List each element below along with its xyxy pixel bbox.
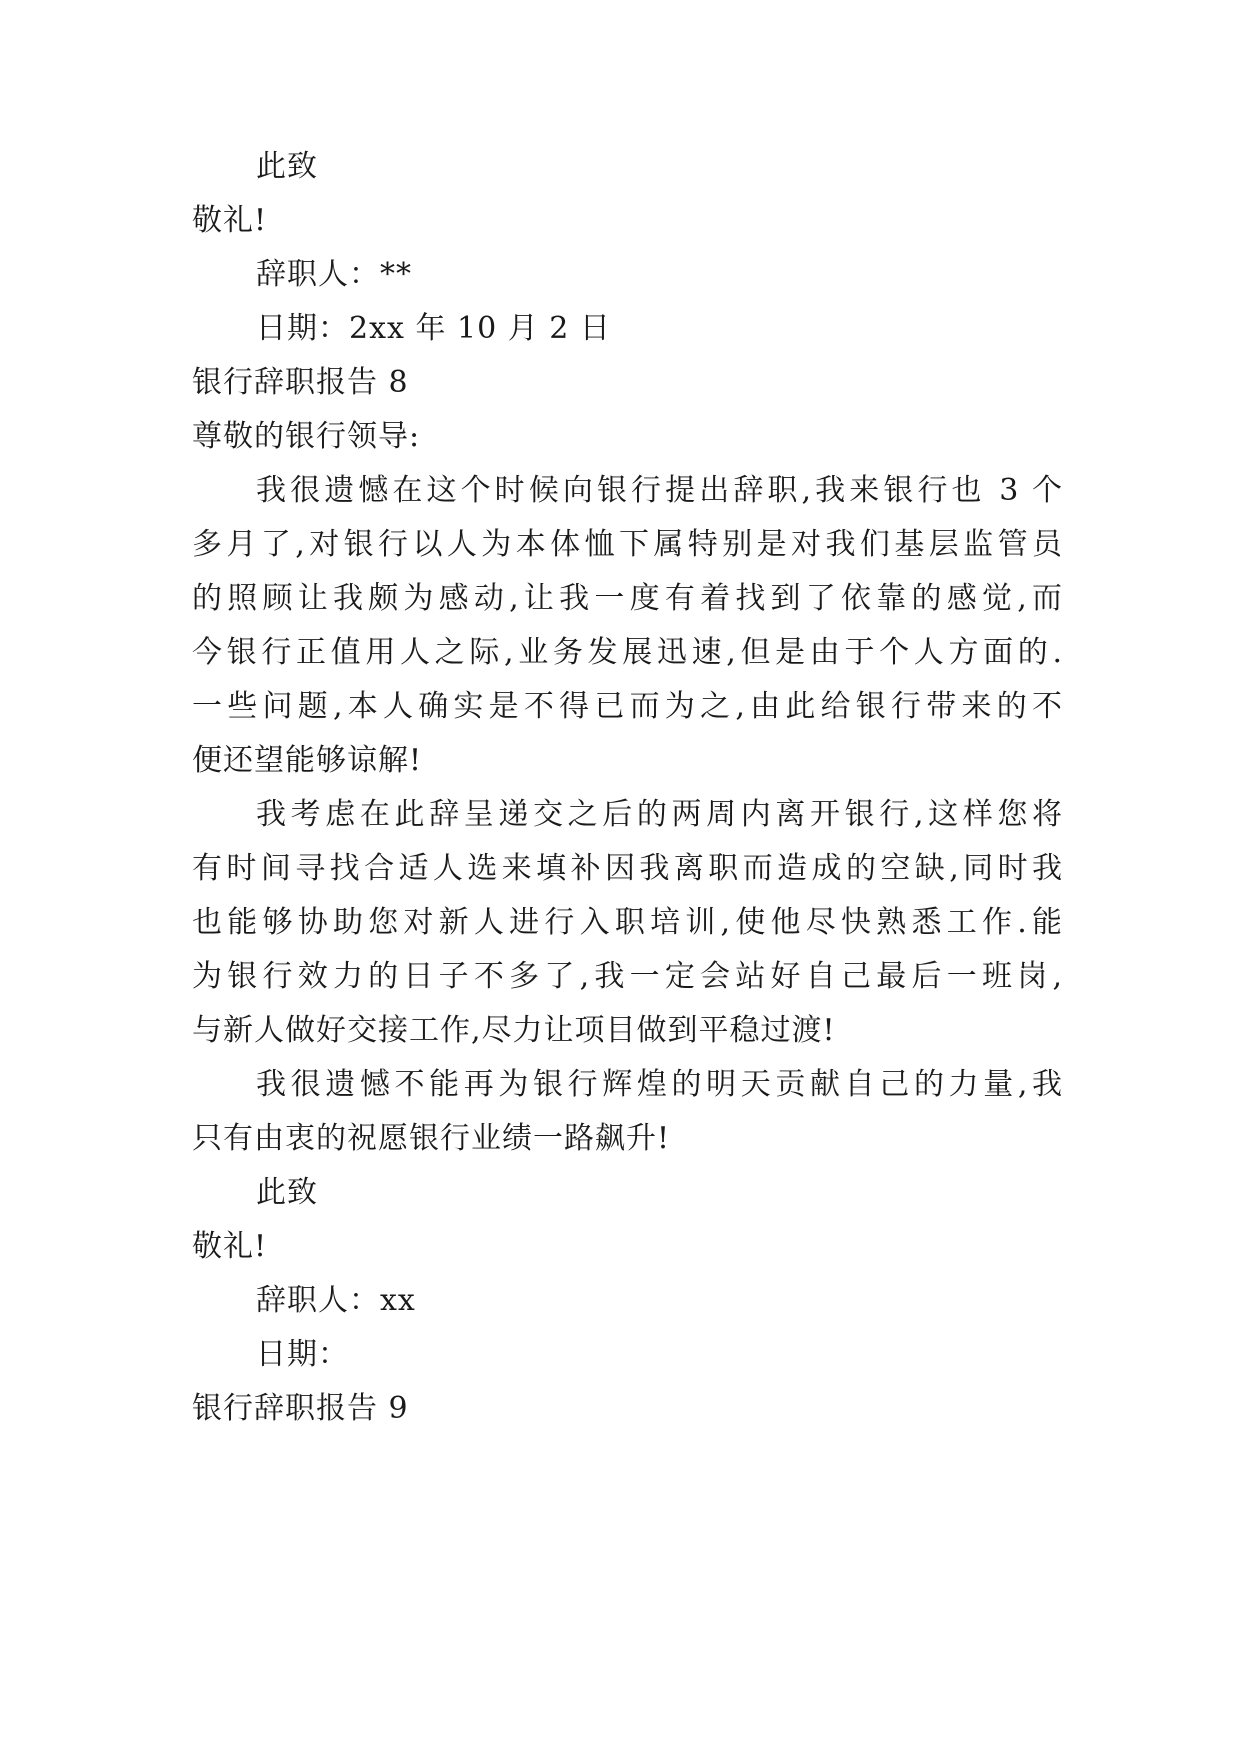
- paragraph-line: 为银行效力的日子不多了,我一定会站好自己最后一班岗,: [192, 959, 1062, 994]
- section-title: 银行辞职报告 8: [192, 365, 409, 400]
- paragraph-line: 一些问题,本人确实是不得已而为之,由此给银行带来的不: [192, 689, 1062, 724]
- signer-line: 辞职人：xx: [256, 1283, 416, 1318]
- closing-salute: 敬礼!: [192, 203, 268, 238]
- paragraph-line: 的照顾让我颇为感动,让我一度有着找到了依靠的感觉,而: [192, 581, 1062, 616]
- paragraph-line: 与新人做好交接工作,尽力让项目做到平稳过渡!: [192, 1013, 836, 1048]
- paragraph-line: 我考虑在此辞呈递交之后的两周内离开银行,这样您将: [256, 797, 1062, 832]
- section-title: 银行辞职报告 9: [192, 1391, 409, 1426]
- signer-line: 辞职人：**: [256, 257, 412, 292]
- paragraph-line: 多月了,对银行以人为本体恤下属特别是对我们基层监管员: [192, 527, 1062, 562]
- closing-greeting: 此致: [256, 1175, 318, 1210]
- closing-greeting: 此致: [256, 149, 318, 184]
- paragraph-line: 有时间寻找合适人选来填补因我离职而造成的空缺,同时我: [192, 851, 1062, 886]
- letter-salutation: 尊敬的银行领导:: [192, 419, 421, 454]
- paragraph-line: 我很遗憾不能再为银行辉煌的明天贡献自己的力量,我: [256, 1067, 1062, 1102]
- paragraph-line: 便还望能够谅解!: [192, 743, 423, 778]
- paragraph-line: 也能够协助您对新人进行入职培训,使他尽快熟悉工作.能: [192, 905, 1062, 940]
- paragraph-line: 我很遗憾在这个时候向银行提出辞职,我来银行也 3 个: [256, 473, 1062, 508]
- paragraph-line: 今银行正值用人之际,业务发展迅速,但是由于个人方面的.: [192, 635, 1062, 670]
- closing-salute: 敬礼!: [192, 1229, 268, 1264]
- date-line: 日期：: [256, 1337, 349, 1372]
- paragraph-line: 只有由衷的祝愿银行业绩一路飙升!: [192, 1121, 671, 1156]
- date-line: 日期：2xx 年 10 月 2 日: [256, 311, 611, 346]
